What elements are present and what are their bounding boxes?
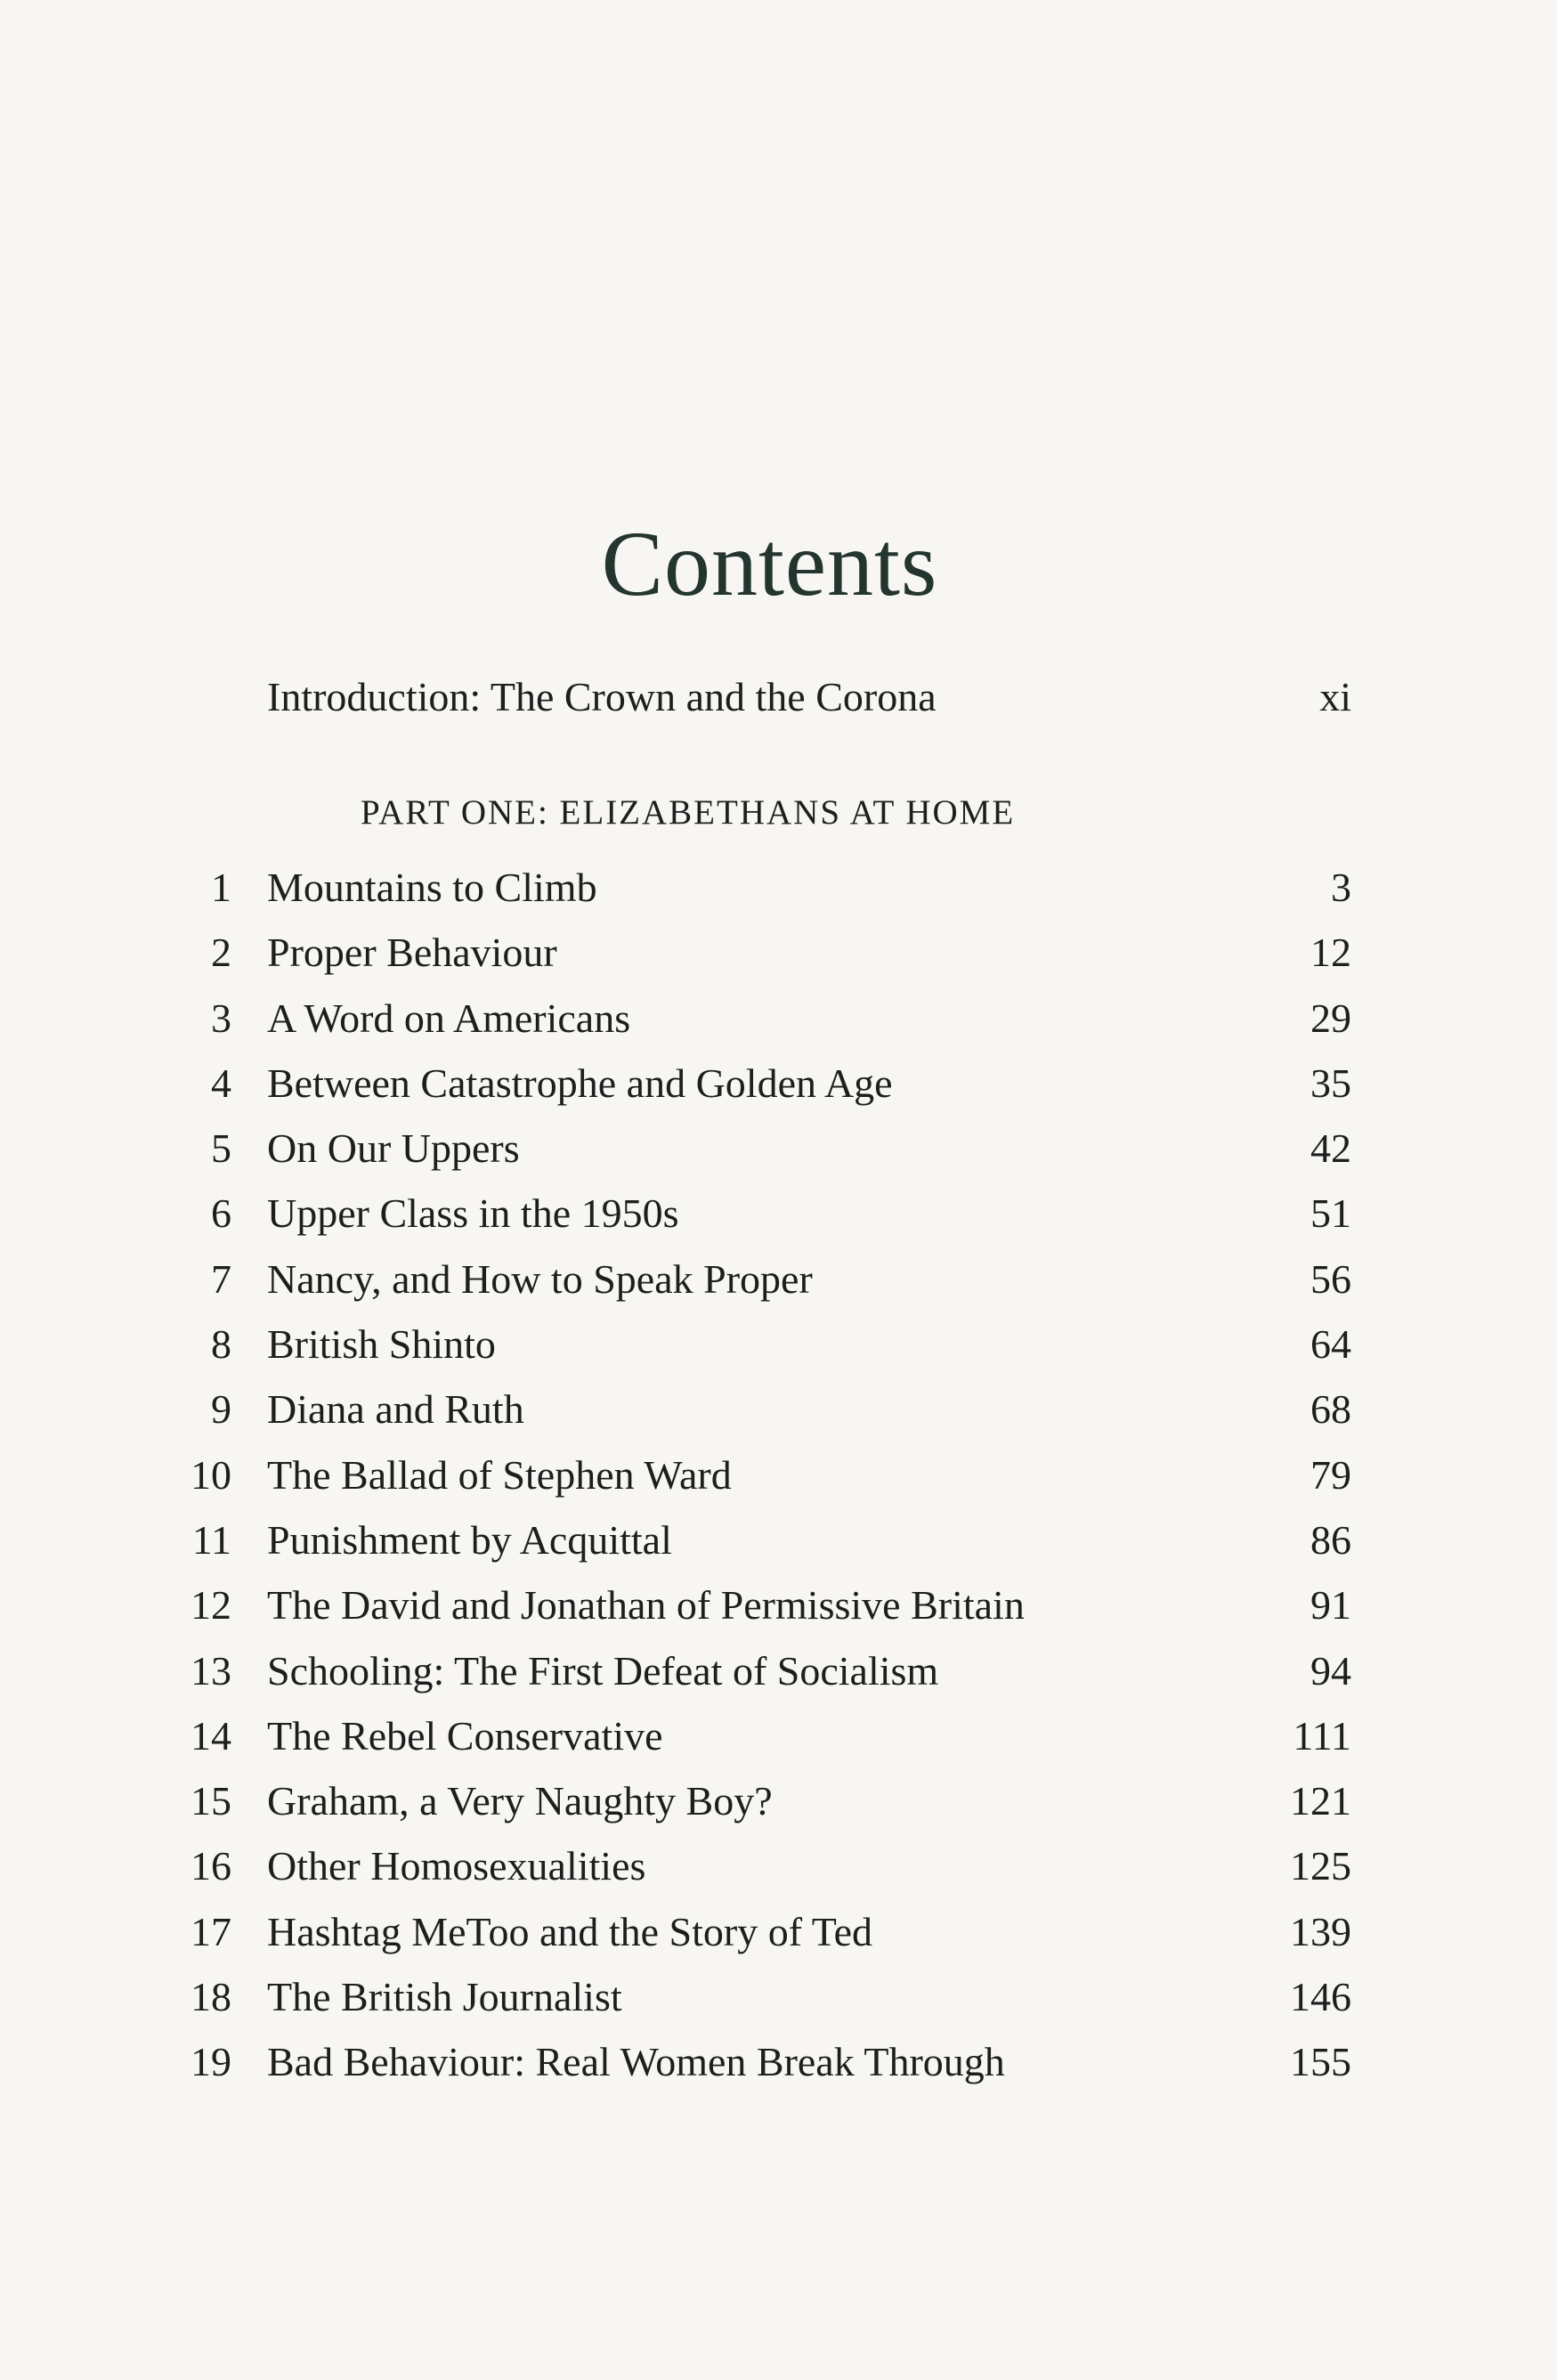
chapter-title: The Ballad of Stephen Ward: [267, 1451, 732, 1498]
chapter-number: 7: [211, 1255, 231, 1302]
chapter-number: 13: [191, 1647, 231, 1694]
chapter-title: Nancy, and How to Speak Proper: [267, 1255, 813, 1302]
toc-entry-chapter: [178, 1774, 1351, 1839]
chapter-title: On Our Uppers: [267, 1125, 520, 1172]
toc-entry-chapter: [178, 925, 1351, 990]
chapter-title: Mountains to Climb: [267, 865, 597, 910]
page-title: Contents: [601, 512, 938, 615]
chapter-page: 29: [1310, 995, 1351, 1041]
chapter-title: The British Journalist: [267, 1974, 622, 2020]
chapter-number: 1: [211, 865, 231, 910]
chapter-number: 12: [191, 1582, 231, 1629]
chapter-number: 4: [211, 1060, 231, 1106]
toc-entry-chapter: [178, 860, 1351, 925]
chapter-page: 86: [1310, 1516, 1351, 1563]
chapter-title: Other Homosexualities: [267, 1843, 646, 1889]
chapter-title: The Rebel Conservative: [267, 1712, 663, 1759]
chapter-number: 3: [211, 995, 231, 1041]
chapter-page: 68: [1310, 1386, 1351, 1433]
chapter-number: 14: [191, 1712, 231, 1759]
toc-entry-chapter: [178, 1317, 1351, 1382]
chapter-title: British Shinto: [267, 1321, 496, 1368]
chapter-page: 146: [1290, 1974, 1351, 2020]
toc-entry-title: Introduction: The Crown and the Corona: [267, 674, 937, 719]
chapter-page: 94: [1310, 1647, 1351, 1694]
chapter-number: 8: [211, 1321, 231, 1368]
chapter-title: Schooling: The First Defeat of Socialism: [267, 1647, 939, 1694]
chapter-title: The David and Jonathan of Permissive Britain: [267, 1582, 1025, 1629]
toc-entry-chapter: [178, 1186, 1351, 1251]
chapter-page: 155: [1290, 2039, 1351, 2085]
chapter-page: 42: [1310, 1125, 1351, 1172]
chapter-list: [178, 860, 1351, 2100]
chapter-number: 2: [211, 930, 231, 976]
chapter-page: 12: [1310, 930, 1351, 976]
chapter-title: Graham, a Very Naughty Boy?: [267, 1778, 773, 1824]
chapter-number: 6: [211, 1190, 231, 1237]
chapter-page: 3: [1331, 865, 1351, 910]
toc-entry-chapter: [178, 1252, 1351, 1317]
chapter-title: Proper Behaviour: [267, 930, 557, 976]
part-heading: PART ONE: ELIZABETHANS AT HOME: [361, 793, 1016, 832]
toc-entry-chapter: [178, 1448, 1351, 1513]
chapter-page: 111: [1293, 1712, 1351, 1759]
toc-entry-chapter: [178, 1839, 1351, 1904]
toc-entry-chapter: [178, 1905, 1351, 1970]
toc-entry-chapter: [178, 1056, 1351, 1121]
chapter-number: 11: [191, 1516, 231, 1563]
chapter-number: 10: [191, 1451, 231, 1498]
chapter-page: 121: [1290, 1778, 1351, 1824]
chapter-number: 16: [191, 1843, 231, 1889]
chapter-number: 17: [191, 1908, 231, 1954]
toc-entry-introduction: [267, 670, 1351, 725]
toc-entry-chapter: [178, 1709, 1351, 1774]
chapter-page: 91: [1310, 1582, 1351, 1629]
chapter-page: 139: [1290, 1908, 1351, 1954]
chapter-title: Between Catastrophe and Golden Age: [267, 1060, 893, 1106]
chapter-page: 64: [1310, 1321, 1351, 1368]
chapter-title: Upper Class in the 1950s: [267, 1190, 679, 1237]
chapter-page: 51: [1310, 1190, 1351, 1237]
chapter-page: 35: [1310, 1060, 1351, 1106]
chapter-page: 79: [1310, 1451, 1351, 1498]
toc-entry-chapter: [178, 1382, 1351, 1447]
chapter-title: A Word on Americans: [267, 995, 631, 1041]
chapter-title: Punishment by Acquittal: [267, 1516, 672, 1563]
toc-entry-chapter: [178, 1513, 1351, 1578]
toc-entry-chapter: [178, 2035, 1351, 2100]
chapter-number: 18: [191, 1974, 231, 2020]
chapter-number: 9: [211, 1386, 231, 1433]
toc-entry-page: xi: [1319, 674, 1351, 719]
chapter-page: 56: [1310, 1255, 1351, 1302]
chapter-number: 15: [191, 1778, 231, 1824]
toc-entry-chapter: [178, 1121, 1351, 1186]
chapter-page: 125: [1290, 1843, 1351, 1889]
toc-entry-chapter: [178, 1578, 1351, 1643]
toc-entry-chapter: [178, 1970, 1351, 2035]
chapter-number: 5: [211, 1125, 231, 1172]
toc-entry-chapter: [178, 1644, 1351, 1709]
chapter-title: Diana and Ruth: [267, 1386, 524, 1433]
chapter-number: 19: [191, 2039, 231, 2085]
toc-entry-chapter: [178, 991, 1351, 1056]
chapter-title: Hashtag MeToo and the Story of Ted: [267, 1908, 873, 1954]
chapter-title: Bad Behaviour: Real Women Break Through: [267, 2039, 1005, 2085]
